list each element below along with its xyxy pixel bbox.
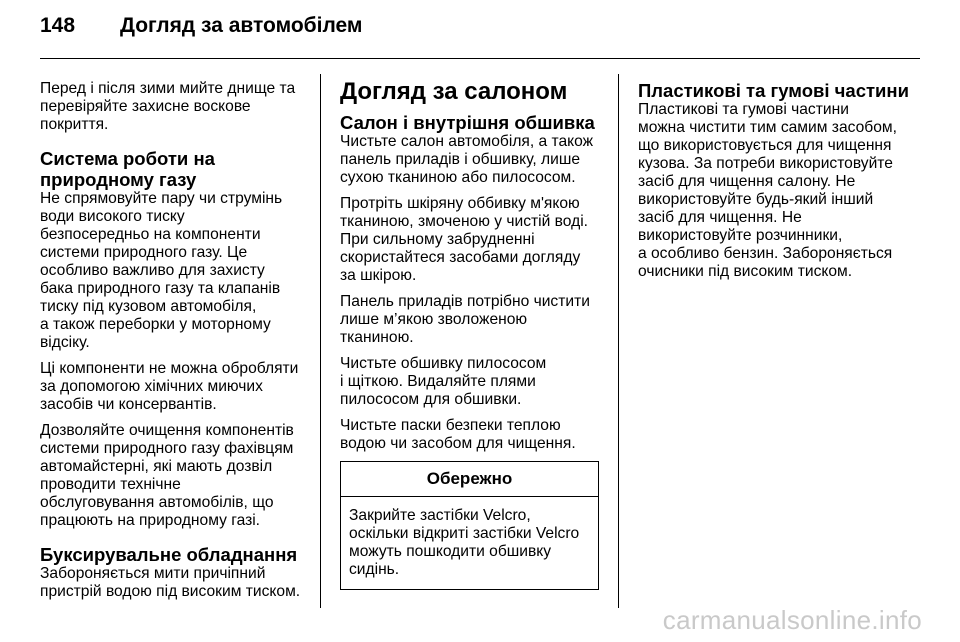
interior-care-heading: Догляд за салоном bbox=[340, 78, 568, 105]
page-title: Догляд за автомобілем bbox=[120, 14, 363, 37]
interior-paragraph-3: Панель приладів потрібно чистити лише м’якою зволоженою тканиною. bbox=[340, 293, 590, 346]
gas-paragraph-2: Ці компоненти не можна обробляти за допомогою хімічних миючих засобів чи консервантів. bbox=[40, 360, 299, 413]
caution-title: Обережно bbox=[341, 462, 598, 497]
interior-paragraph-2: Протріть шкіряну оббивку м'якою тканиною, змоченою у чистій воді. При сильному забрудненні скористайтеся засобами догляду за шкірою. bbox=[340, 195, 588, 284]
column-1 bbox=[40, 80, 315, 609]
column-divider-2 bbox=[618, 74, 619, 608]
page-number: 148 bbox=[40, 14, 76, 37]
caution-box bbox=[340, 461, 599, 590]
interior-paragraph-4: Чистьте обшивку пилососом і щіткою. Видаляйте плями пилососом для обшивки. bbox=[340, 355, 547, 408]
column-2 bbox=[340, 78, 615, 590]
interior-upholstery-heading: Салон і внутрішня обшивка bbox=[340, 112, 595, 133]
towing-heading: Буксирувальне обладнання bbox=[40, 544, 298, 565]
towing-paragraph: Забороняється мити причіпний пристрій водою під високим тиском. bbox=[40, 565, 301, 600]
intro-paragraph: Перед і після зими мийте днище та перевіряйте захисне воскове покриття. bbox=[40, 80, 296, 133]
column-3 bbox=[638, 80, 923, 289]
interior-paragraph-1: Чистьте салон автомобіля, а також панель приладів і обшивку, лише сухою тканиною або пилососом. bbox=[340, 133, 594, 186]
interior-paragraph-5: Чистьте паски безпеки теплою водою чи засобом для чищення. bbox=[340, 417, 576, 452]
plastic-rubber-paragraph: Пластикові та гумові частини можна чистити тим самим засобом, що використовується для чищення кузова. За потреби використовуйте засіб для чищення салону. Не використовуйте будь-який інший засіб для чищення. Не використовуйте розчинники, а особливо бензин. Забороняється очисники під високим тиском. bbox=[638, 101, 897, 280]
page-header bbox=[40, 14, 362, 38]
header-rule bbox=[40, 58, 920, 59]
gas-system-heading: Система роботи на природному газу bbox=[40, 148, 215, 190]
gas-paragraph-1: Не спрямовуйте пару чи струмінь води високого тиску безпосередньо на компоненти системи природного газу. Це особливо важливо для захисту бака природного газу та клапанів тиску під кузовом автомобіля, а також переборки у моторному відсіку. bbox=[40, 190, 283, 351]
caution-text: Закрийте застібки Velcro, оскільки відкриті застібки Velcro можуть пошкодити обшивку сидінь. bbox=[349, 507, 580, 578]
watermark: carmanualsonline.info bbox=[662, 605, 922, 635]
gas-paragraph-3: Дозволяйте очищення компонентів системи природного газу фахівцям автомайстерні, які мають дозвіл проводити технічне обслуговування автомобілів, що працюють на природному газі. bbox=[40, 422, 294, 529]
plastic-rubber-heading: Пластикові та гумові частини bbox=[638, 80, 909, 101]
column-divider-1 bbox=[320, 74, 321, 608]
